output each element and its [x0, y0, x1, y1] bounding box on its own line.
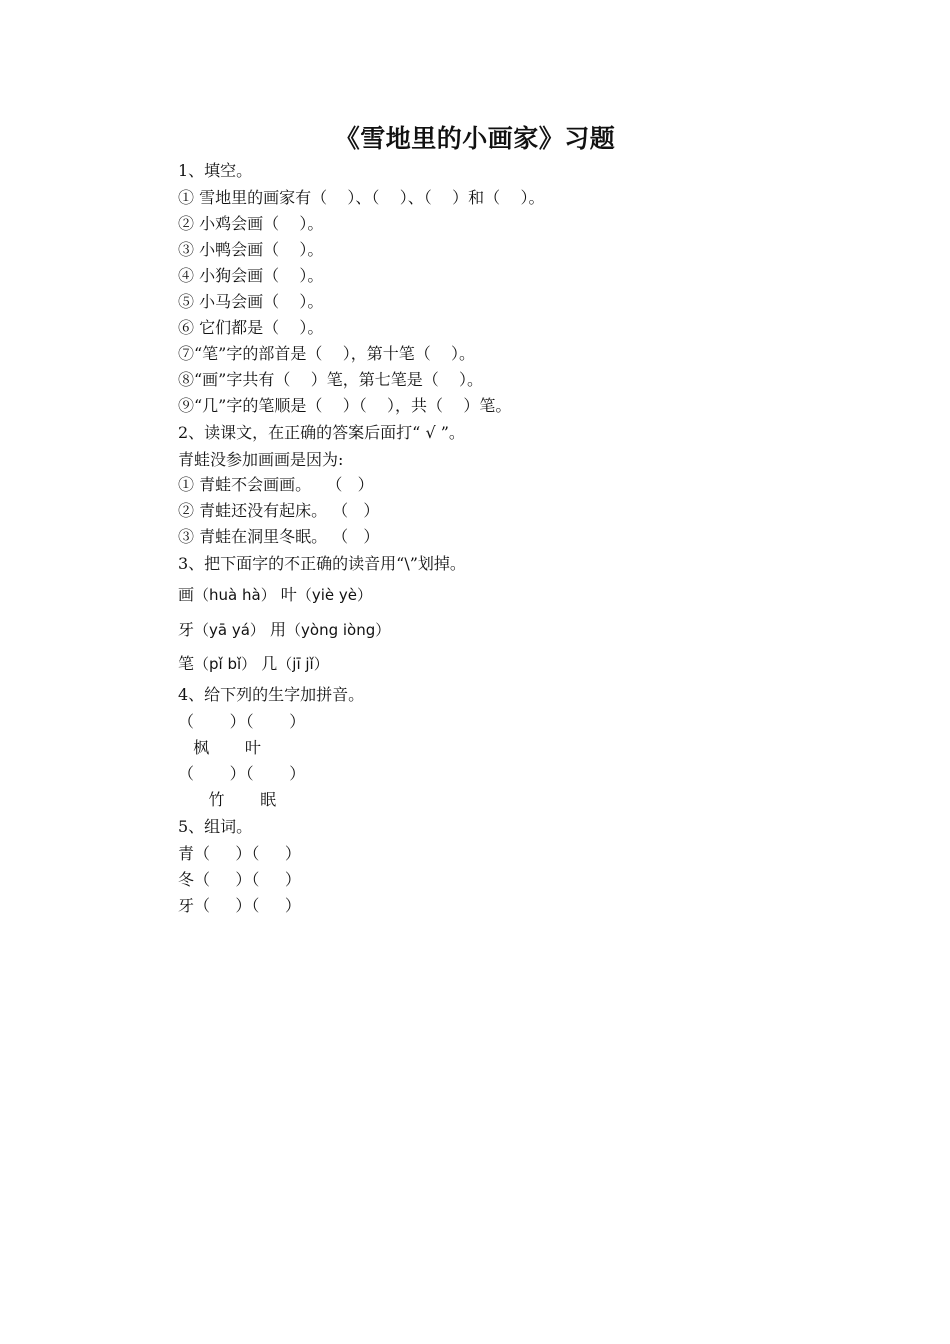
q5-item: 冬（ ）（ ） [178, 870, 301, 889]
q5-item: 青（ ）（ ） [178, 844, 301, 863]
q1-item: ⑧“画”字共有（ ）笔，第七笔是（ ）。 [178, 370, 484, 389]
q2-prompt: 青蛙没参加画画是因为: [178, 450, 344, 469]
q3-char: 笔 [178, 654, 195, 673]
q1-item: ② 小鸡会画（ ）。 [178, 214, 324, 233]
q3-char: 牙 [178, 620, 195, 639]
q4-characters: 枫 叶 [178, 738, 261, 757]
q4-heading: 4、给下列的生字加拼音。 [178, 685, 365, 704]
q2-option: ① 青蛙不会画画。 （ ） [178, 475, 374, 494]
q3-row [178, 653, 329, 675]
q1-item: ④ 小狗会画（ ）。 [178, 266, 324, 285]
q2-heading: 2、读课文，在正确的答案后面打“ √ ”。 [178, 423, 465, 442]
q1-item: ① 雪地里的画家有（ ）、（ ）、（ ）和（ ）。 [178, 188, 545, 207]
q3-heading: 3、把下面字的不正确的读音用“\”划掉。 [178, 554, 466, 573]
q3-pinyin-options: （yā yá） [194, 621, 265, 639]
q3-char: 画 [178, 585, 195, 604]
q3-pinyin-options: （yòng iòng） [286, 621, 391, 639]
q4-pinyin-blanks: （ ）（ ） [178, 764, 306, 783]
q3-row [178, 619, 390, 641]
q3-char: 几 [261, 654, 278, 673]
q3-row [178, 584, 372, 606]
q4-characters: 竹 眠 [178, 790, 277, 809]
q3-char: 叶 [280, 585, 297, 604]
q3-pinyin-options: （huà hà） [194, 586, 276, 604]
q4-pinyin-blanks: （ ）（ ） [178, 712, 306, 731]
q3-pinyin-options: （yiè yè） [296, 586, 372, 604]
q1-item: ⑤ 小马会画（ ）。 [178, 292, 324, 311]
q3-char: 用 [270, 620, 287, 639]
q5-item: 牙（ ）（ ） [178, 896, 301, 915]
q1-heading: 1、填空。 [178, 161, 253, 180]
page-title: 《雪地里的小画家》习题 [334, 124, 616, 153]
q1-item: ⑦“笔”字的部首是（ ），第十笔（ ）。 [178, 344, 476, 363]
q1-item: ⑨“几”字的笔顺是（ ）（ ），共（ ）笔。 [178, 396, 512, 415]
q1-item: ③ 小鸭会画（ ）。 [178, 240, 324, 259]
q3-pinyin-options: （jī jǐ） [277, 655, 329, 673]
q1-item: ⑥ 它们都是（ ）。 [178, 318, 324, 337]
q3-pinyin-options: （pǐ bǐ） [194, 655, 257, 673]
q5-heading: 5、组词。 [178, 817, 253, 836]
q2-option: ② 青蛙还没有起床。 （ ） [178, 501, 380, 520]
q2-option: ③ 青蛙在洞里冬眠。 （ ） [178, 527, 380, 546]
